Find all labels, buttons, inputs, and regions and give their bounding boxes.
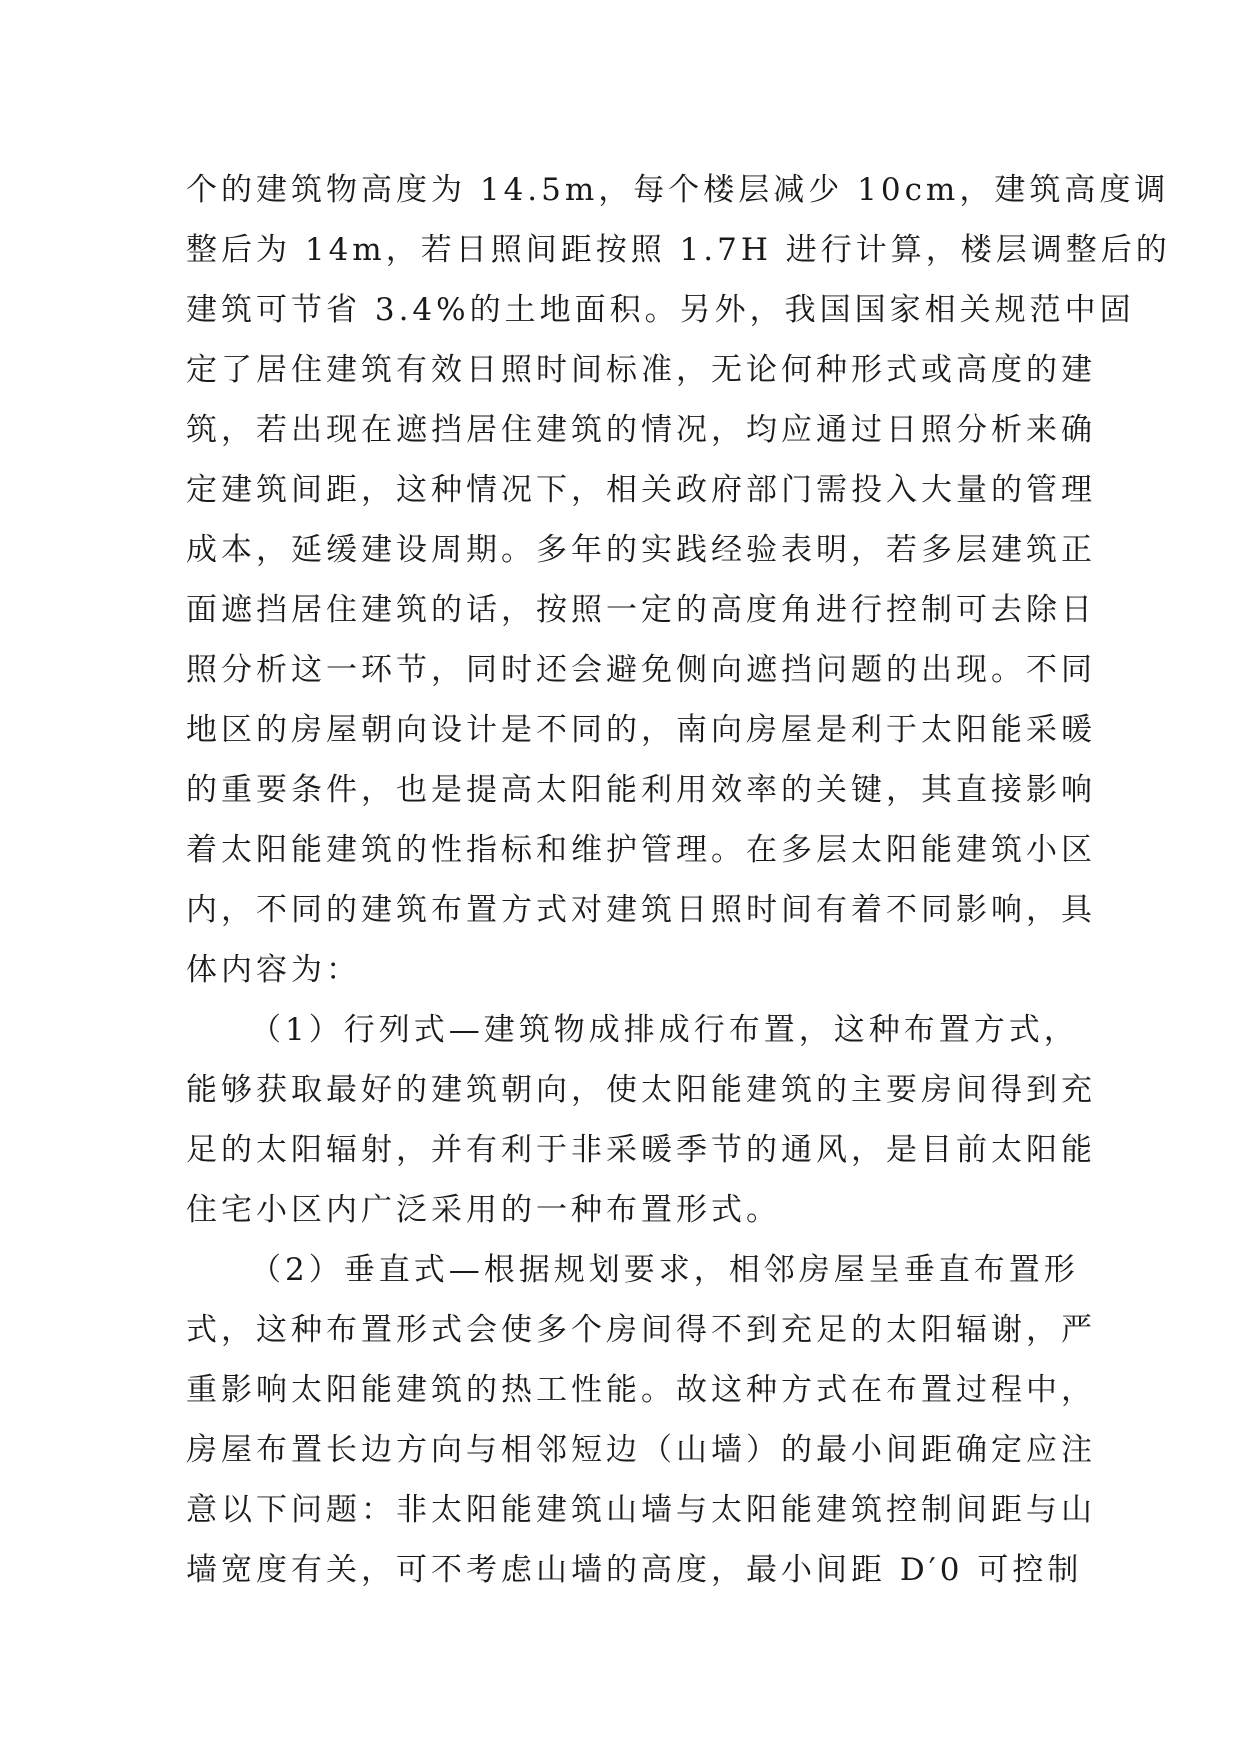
text-line-20: 式，这种布置形式会使多个房间得不到充足的太阳辐谢，严 xyxy=(186,1312,1096,1348)
text-line-24: 墙宽度有关，可不考虑山墙的高度，最小间距 D′0 可控制 xyxy=(186,1552,1083,1588)
text-line-2: 整后为 14m，若日照间距按照 1.7H 进行计算，楼层调整后的 xyxy=(186,232,1171,268)
text-line-19: （2）垂直式—根据规划要求，相邻房屋呈垂直布置形 xyxy=(250,1252,1079,1288)
text-line-17: 足的太阳辐射，并有利于非采暖季节的通风，是目前太阳能 xyxy=(186,1132,1096,1168)
text-line-10: 地区的房屋朝向设计是不同的，南向房屋是利于太阳能采暖 xyxy=(186,712,1096,748)
text-line-5: 筑，若出现在遮挡居住建筑的情况，均应通过日照分析来确 xyxy=(186,412,1096,448)
text-line-9: 照分析这一环节，同时还会避免侧向遮挡问题的出现。不同 xyxy=(186,652,1096,688)
text-line-18: 住宅小区内广泛采用的一种布置形式。 xyxy=(186,1192,781,1228)
text-line-21: 重影响太阳能建筑的热工性能。故这种方式在布置过程中， xyxy=(186,1372,1096,1408)
text-line-6: 定建筑间距，这种情况下，相关政府部门需投入大量的管理 xyxy=(186,472,1096,508)
text-line-23: 意以下问题：非太阳能建筑山墙与太阳能建筑控制间距与山 xyxy=(186,1492,1096,1528)
text-line-7: 成本，延缓建设周期。多年的实践经验表明，若多层建筑正 xyxy=(186,532,1096,568)
text-line-4: 定了居住建筑有效日照时间标准，无论何种形式或高度的建 xyxy=(186,352,1096,388)
text-line-12: 着太阳能建筑的性指标和维护管理。在多层太阳能建筑小区 xyxy=(186,832,1096,868)
body-text xyxy=(186,160,1171,1600)
text-line-15: （1）行列式—建筑物成排成行布置，这种布置方式， xyxy=(250,1012,1079,1048)
text-line-3: 建筑可节省 3.4%的土地面积。另外，我国国家相关规范中固 xyxy=(186,292,1135,328)
text-line-22: 房屋布置长边方向与相邻短边（山墙）的最小间距确定应注 xyxy=(186,1432,1096,1468)
text-line-16: 能够获取最好的建筑朝向，使太阳能建筑的主要房间得到充 xyxy=(186,1072,1096,1108)
text-line-14: 体内容为： xyxy=(186,952,361,988)
text-line-8: 面遮挡居住建筑的话，按照一定的高度角进行控制可去除日 xyxy=(186,592,1096,628)
text-line-13: 内，不同的建筑布置方式对建筑日照时间有着不同影响，具 xyxy=(186,892,1096,928)
text-line-1: 个的建筑物高度为 14.5m，每个楼层减少 10cm，建筑高度调 xyxy=(186,172,1170,208)
text-line-11: 的重要条件，也是提高太阳能利用效率的关键，其直接影响 xyxy=(186,772,1096,808)
